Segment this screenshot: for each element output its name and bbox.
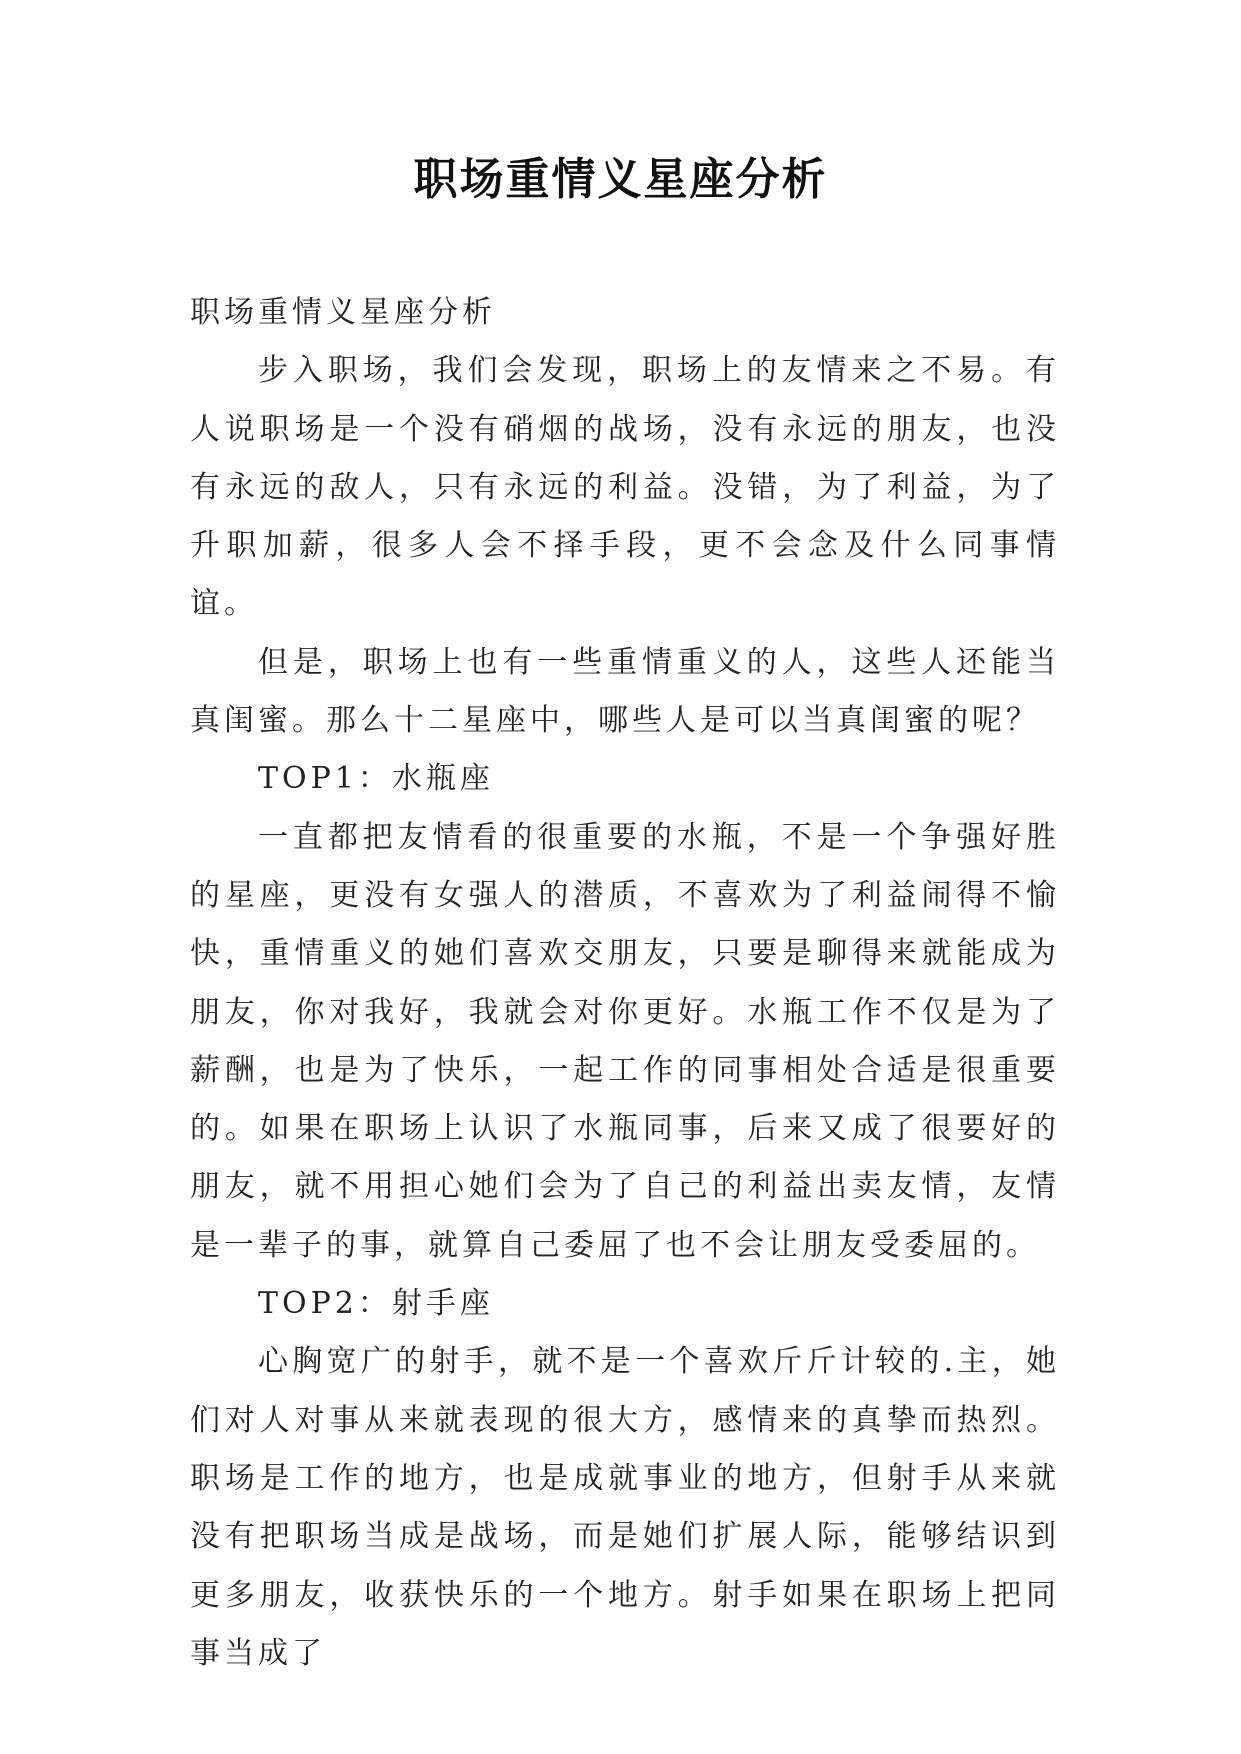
section-heading-top2: TOP2：射手座 [258, 1286, 494, 1322]
paragraph-sagittarius: 心胸宽广的射手，就不是一个喜欢斤斤计较的.主，她们对人对事从来就表现的很大方，感情来的真挚而热烈。职场是工作的地方，也是成就事业的地方，但射手从来就没有把职场当成是战场，而是她们扩展人际，能够结识到更多朋友，收获快乐的一个地方。射手如果在职场上把同事当成了 [190, 1344, 1060, 1671]
section-heading-top1: TOP1：水瓶座 [258, 761, 494, 797]
paragraph-question: 但是，职场上也有一些重情重义的人，这些人还能当真闺蜜。那么十二星座中，哪些人是可以当真闺蜜的呢？ [190, 644, 1060, 739]
document-body [190, 284, 1060, 1683]
document-title: 职场重情义星座分析 [413, 154, 828, 205]
paragraph-aquarius: 一直都把友情看的很重要的水瓶，不是一个争强好胜的星座，更没有女强人的潜质，不喜欢为了利益闹得不愉快，重情重义的她们喜欢交朋友，只要是聊得来就能成为朋友，你对我好，我就会对你更好。水瓶工作不仅是为了薪酬，也是为了快乐，一起工作的同事相处合适是很重要的。如果在职场上认识了水瓶同事，后来又成了很要好的朋友，就不用担心她们会为了自己的利益出卖友情，友情是一辈子的事，就算自己委屈了也不会让朋友受委屈的。 [190, 819, 1060, 1263]
subtitle-line: 职场重情义星座分析 [190, 295, 496, 330]
paragraph-intro: 步入职场，我们会发现，职场上的友情来之不易。有人说职场是一个没有硝烟的战场，没有永远的朋友，也没有永远的敌人，只有永远的利益。没错，为了利益，为了升职加薪，很多人会不择手段，更不会念及什么同事情谊。 [190, 353, 1060, 622]
